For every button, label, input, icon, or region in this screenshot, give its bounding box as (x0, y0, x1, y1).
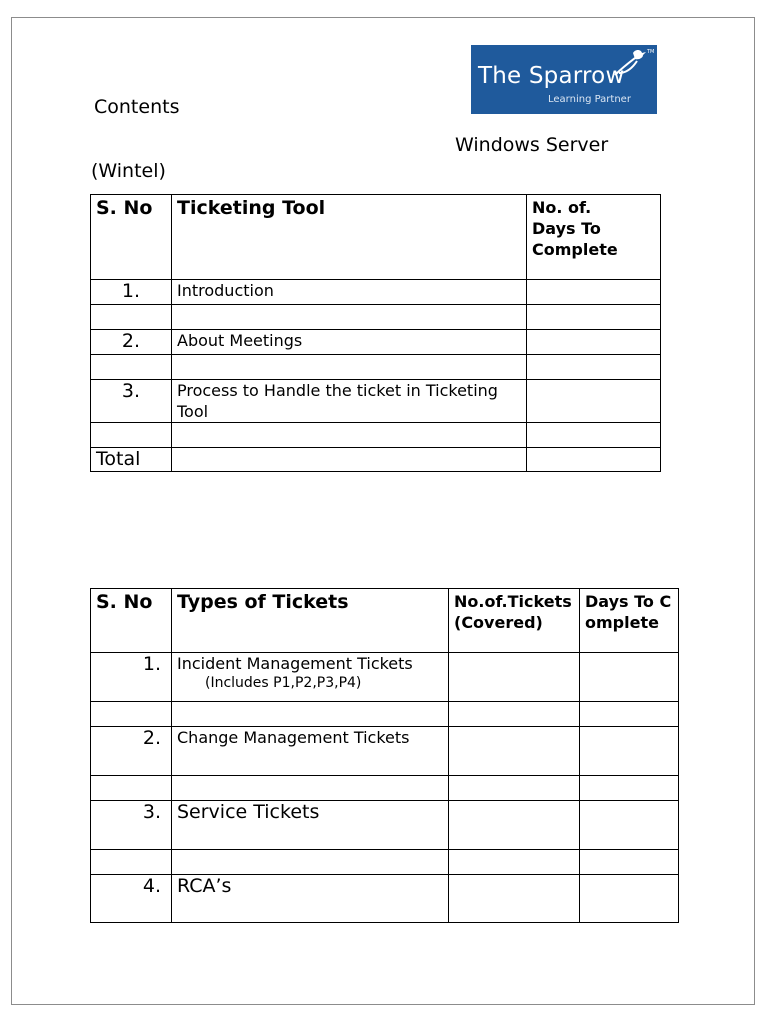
table-row (91, 380, 661, 423)
row-type (172, 653, 449, 702)
row-sno: 2. (91, 330, 172, 355)
row-type-label: Incident Management Tickets (177, 654, 413, 673)
row-sno: 2. (91, 727, 172, 776)
header-days-to-complete: No. of. Days To Complete (527, 195, 661, 280)
sparrow-logo (471, 45, 657, 114)
table-row (91, 875, 679, 923)
table-row (91, 280, 661, 305)
row-type-subtext: (Includes P1,P2,P3,P4) (205, 675, 362, 691)
table-row (91, 727, 679, 776)
table-header-row (91, 195, 661, 280)
bird-icon (609, 47, 655, 79)
total-label: Total (91, 448, 172, 472)
row-tickets (449, 850, 580, 875)
row-item (172, 305, 527, 330)
total-days (527, 448, 661, 472)
row-days (527, 330, 661, 355)
row-sno: 4. (91, 875, 172, 923)
row-item (172, 423, 527, 448)
row-item: About Meetings (172, 330, 527, 355)
row-item: Process to Handle the ticket in Ticketing Tool (172, 380, 527, 423)
row-tickets (449, 653, 580, 702)
ticket-types-table (90, 588, 679, 923)
header-sno: S. No (91, 589, 172, 653)
row-sno (91, 702, 172, 727)
row-days (580, 875, 679, 923)
row-type (172, 702, 449, 727)
row-sno (91, 776, 172, 801)
row-tickets (449, 875, 580, 923)
row-days (580, 850, 679, 875)
row-days (527, 355, 661, 380)
row-days (580, 776, 679, 801)
row-days (527, 305, 661, 330)
course-title-line2: (Wintel) (91, 160, 166, 182)
row-days (527, 380, 661, 423)
row-type: RCA’s (172, 875, 449, 923)
row-sno: 1. (91, 653, 172, 702)
row-days (580, 702, 679, 727)
row-days (580, 801, 679, 850)
row-sno: 3. (91, 801, 172, 850)
table-row (91, 355, 661, 380)
table-row (91, 850, 679, 875)
table-row (91, 776, 679, 801)
logo-title: The Sparrow (478, 63, 625, 89)
total-item (172, 448, 527, 472)
row-tickets (449, 702, 580, 727)
table-row (91, 330, 661, 355)
row-item: Introduction (172, 280, 527, 305)
header-ticketing-tool: Ticketing Tool (172, 195, 527, 280)
row-type: Service Tickets (172, 801, 449, 850)
ticketing-tool-table (90, 194, 661, 472)
table-row (91, 702, 679, 727)
row-item (172, 355, 527, 380)
row-sno (91, 850, 172, 875)
row-days (580, 727, 679, 776)
header-types-of-tickets: Types of Tickets (172, 589, 449, 653)
row-type (172, 776, 449, 801)
row-type: Change Management Tickets (172, 727, 449, 776)
header-tickets-covered: No.of.Tickets (Covered) (449, 589, 580, 653)
header-sno: S. No (91, 195, 172, 280)
logo-subtitle: Learning Partner (548, 94, 631, 105)
svg-text:TM: TM (647, 49, 655, 55)
table-row (91, 423, 661, 448)
row-sno: 1. (91, 280, 172, 305)
table-row (91, 801, 679, 850)
row-tickets (449, 727, 580, 776)
row-days (527, 280, 661, 305)
header-days-to-complete: Days To Complete (580, 589, 679, 653)
row-sno: 3. (91, 380, 172, 423)
contents-label: Contents (94, 96, 180, 118)
row-tickets (449, 801, 580, 850)
row-sno (91, 423, 172, 448)
table-row (91, 653, 679, 702)
course-title-line1: Windows Server (455, 134, 609, 156)
row-sno (91, 355, 172, 380)
row-tickets (449, 776, 580, 801)
table-header-row (91, 589, 679, 653)
table-row (91, 305, 661, 330)
total-row (91, 448, 661, 472)
row-days (580, 653, 679, 702)
row-sno (91, 305, 172, 330)
row-days (527, 423, 661, 448)
row-type (172, 850, 449, 875)
